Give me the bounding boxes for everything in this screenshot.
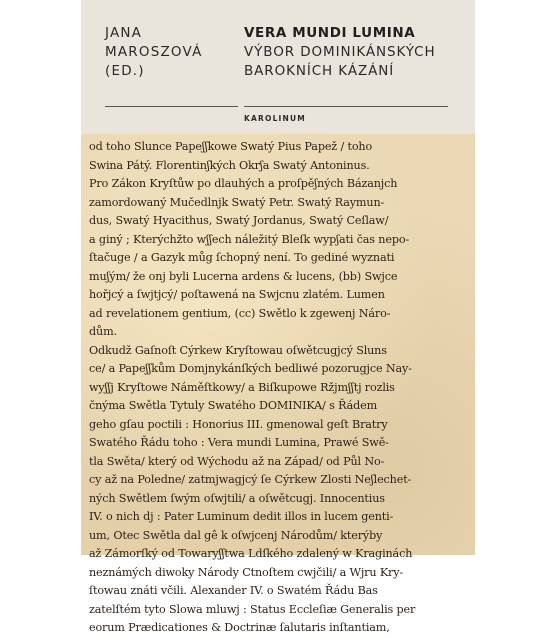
page-text-line: zatelſtém tyto Slowa mluwj : Status Eccleſiæ Generalis per (89, 602, 416, 616)
book-subtitle: VÝBOR DOMINIKÁNSKÝCH BAROKNÍCH KÁZÁNÍ (244, 44, 436, 79)
page-text-line: geho gſau poctili : Honorius III. gmenowal geſt Bratry (89, 417, 388, 431)
page-text-line: Odkudž Gaſnoſt Cýrkew Kryſtowau oſwětcugjcý Sluns (89, 343, 387, 357)
page-text-line: od toho Slunce Papeʃʃkowe Swatý Pius Papež / toho (89, 140, 373, 153)
page-text-line: ſtačuge / a Gazyk můg ſchopný není. To gediné wyznati (89, 251, 395, 264)
page-text-line: zamordowaný Mučedlnjk Swatý Petr. Swatý Raymun- (89, 195, 385, 209)
book-cover (81, 0, 475, 634)
page-text-line: čnýma Swětla Tytuly Swatého DOMINIKA/ s Řádem (89, 399, 378, 412)
page-text-line: dus, Swatý Hyacithus, Swatý Jordanus, Swatý Ceſlaw/ (89, 214, 389, 227)
page-text-line: ce/ a Papeʃʃkům Domjnykánſkých bedliwé pozorugjce Nay- (89, 362, 412, 375)
historical-page-image (81, 134, 475, 634)
page-text-line: ných Swětlem ſwým oſwjtili/ a oſwětcugj. Innocentius (89, 491, 385, 505)
page-text-line: neznámých diwoky Národy Ctnoſtem cwjčili/ a Wjru Kry- (89, 565, 404, 579)
page-text-line: um, Otec Swětla dal gê k oſwjcenj Národům/ kterýby (89, 528, 383, 542)
book-title: VERA MUNDI LUMINA (244, 25, 416, 41)
page-text-line: a giný ; Kterýchžto wʃʃech náležitý Bleſk wypʃati čas nepo- (89, 232, 410, 246)
divider-right (244, 106, 448, 107)
page-text-line: tla Swěta/ který od Wýchodu až na Západ/ od Půl No- (89, 454, 385, 468)
divider-left (105, 106, 238, 107)
page-text-line: Swatého Řádu toho : Vera mundi Lumina, Prawé Swě- (89, 436, 389, 449)
page-text-line: muʃým/ že onj byli Lucerna ardens & lucens, (bb) Swjce (89, 269, 398, 283)
page-text (89, 138, 471, 638)
author-name: JANA MAROSZOVÁ (ED.) (105, 25, 203, 79)
page-text-line: dům. (89, 325, 117, 338)
page-text-line: ſtowau znáti včili. Alexander IV. o Swatém Řádu Bas (89, 584, 378, 597)
title-block (244, 24, 436, 81)
page-text-line: IV. o nich dj : Pater Luminum dedit illos in lucem genti- (89, 510, 394, 523)
cover-header (81, 0, 475, 134)
page-text-line: cy až na Poledne/ zatmjwagjcý ſe Cýrkew Zlosti Neʃlechet- (89, 473, 412, 486)
publisher-name: KAROLINUM (244, 114, 306, 123)
page-text-line: wyʃʃj Kryſtowe Náměſtkowy/ a Biſkupowe Ržjmʃʃtj rozlis (89, 380, 395, 394)
page-text-line: Pro Zákon Kryſtůw po dlauhých a proſpěʃných Bázanjch (89, 177, 398, 190)
page-text-line: eorum Prædicationes & Doctrinæ ſalutaris inſtantiam, (89, 621, 390, 634)
page-text-line: ad revelationem gentium, (cc) Swětlo k zgewenj Náro- (89, 306, 391, 320)
page-text-line: až Zámorſký od Towaryʃʃtwa Ldſkého zdalený w Kraginách (89, 547, 413, 560)
page-text-line: Swina Pátý. Florentinʃkých Okrʃa Swatý Antoninus. (89, 158, 370, 172)
page-text-line: hořjcý a ſwjtjcý/ poſtawená na Swjcnu zlatém. Lumen (89, 288, 385, 301)
